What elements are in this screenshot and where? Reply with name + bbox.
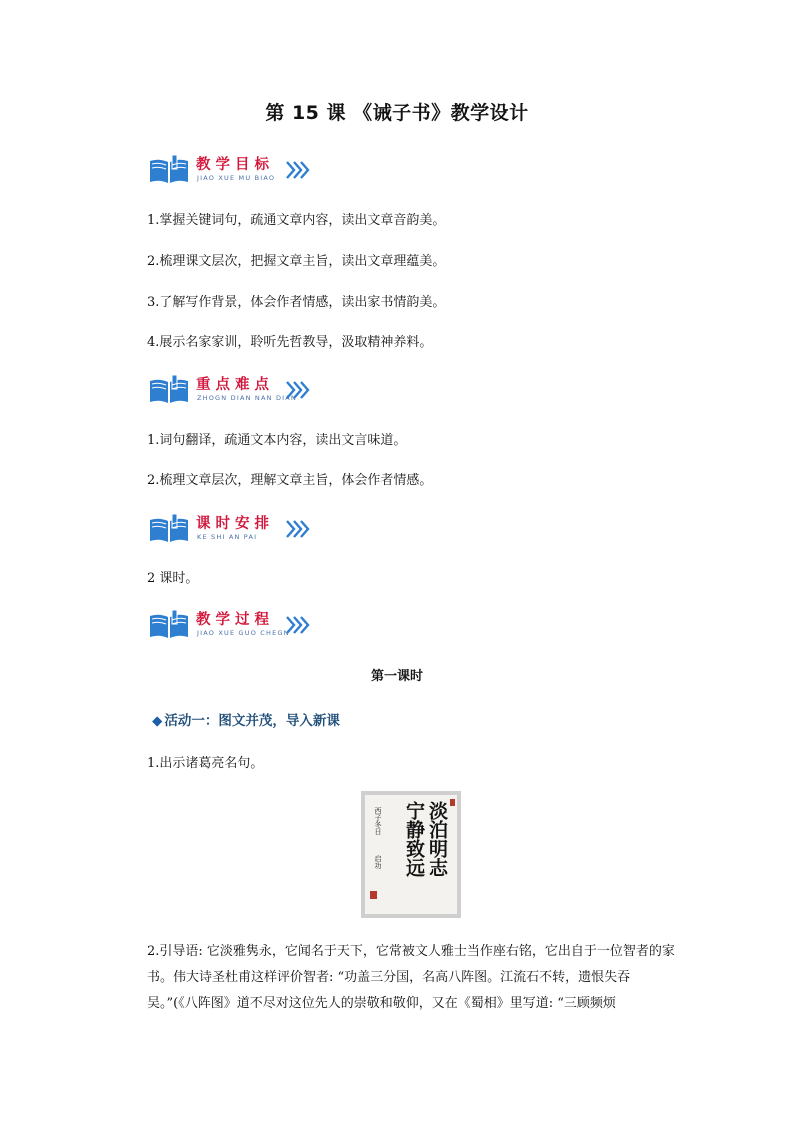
section-header-goals xyxy=(148,153,348,187)
book-icon xyxy=(148,375,190,405)
calligraphy-signature: 启功 xyxy=(374,855,382,869)
lesson-heading: 第一课时 xyxy=(370,669,423,684)
section-pinyin: JIAO XUE GUO CHEGN xyxy=(197,629,290,637)
book-icon xyxy=(148,514,190,544)
activity-title: 活动一：图文并茂，导入新课 xyxy=(164,713,340,729)
calligraphy-main-right: 淡泊明志 xyxy=(426,801,448,877)
goal-item: 2.梳理课文层次，把握文章主旨，读出文章理蕴美。 xyxy=(147,254,446,269)
section-pinyin: JIAO XUE MU BIAO xyxy=(197,174,276,182)
section-header-keypoints xyxy=(148,373,348,407)
goal-item: 4.展示名家家训，聆听先哲教导，汲取精神养料。 xyxy=(147,335,433,350)
section-title: 教学过程 xyxy=(196,612,274,628)
chevron-right-icon xyxy=(285,380,311,400)
chevron-right-icon xyxy=(285,519,311,539)
calligraphy-main-left: 宁静致远 xyxy=(403,801,425,877)
section-header-schedule xyxy=(148,512,348,546)
section-title: 教学目标 xyxy=(196,157,274,173)
chevron-right-icon xyxy=(285,615,311,635)
activity-heading xyxy=(152,709,340,729)
seal-stamp xyxy=(370,891,377,899)
section-pinyin: ZHOGN DIAN NAN DIAN xyxy=(197,394,297,402)
calligraphy-image xyxy=(361,791,461,918)
goal-item: 3.了解写作背景，体会作者情感，读出家书情韵美。 xyxy=(147,295,446,310)
step-two-text: 2.引导语: 它淡雅隽永，它闻名于天下，它常被文人雅士当作座右铭，它出自于一位智者的家书。伟大诗圣杜甫这样评价智者: “功盖三分国，名高八阵图。江流石不转，遗恨失吞吴。”(《八阵图》道不尽对这位先人的崇敬和敬仰，又在《蜀相》里写道: “三顾频烦 xyxy=(147,944,675,1011)
chevron-right-icon xyxy=(285,160,311,180)
section-title: 课时安排 xyxy=(196,516,274,532)
keypoint-item: 2.梳理文章层次，理解文章主旨，体会作者情感。 xyxy=(147,473,433,488)
section-header-process xyxy=(148,608,348,642)
schedule-text: 2 课时。 xyxy=(147,571,199,586)
book-icon xyxy=(148,610,190,640)
goal-item: 1.掌握关键词句，疏通文章内容，读出文章音韵美。 xyxy=(147,213,446,228)
section-title: 重点难点 xyxy=(196,377,274,393)
page-title: 第 15 课 《诫子书》教学设计 xyxy=(265,102,529,124)
calligraphy-inscription: 西子冬日 xyxy=(374,807,382,835)
diamond-bullet-icon: ◆ xyxy=(152,713,163,729)
book-icon xyxy=(148,155,190,185)
section-pinyin: KE SHI AN PAI xyxy=(197,533,258,541)
keypoint-item: 1.词句翻译，疏通文本内容，读出文言味道。 xyxy=(147,433,407,448)
step-text: 1.出示诸葛亮名句。 xyxy=(147,756,264,771)
